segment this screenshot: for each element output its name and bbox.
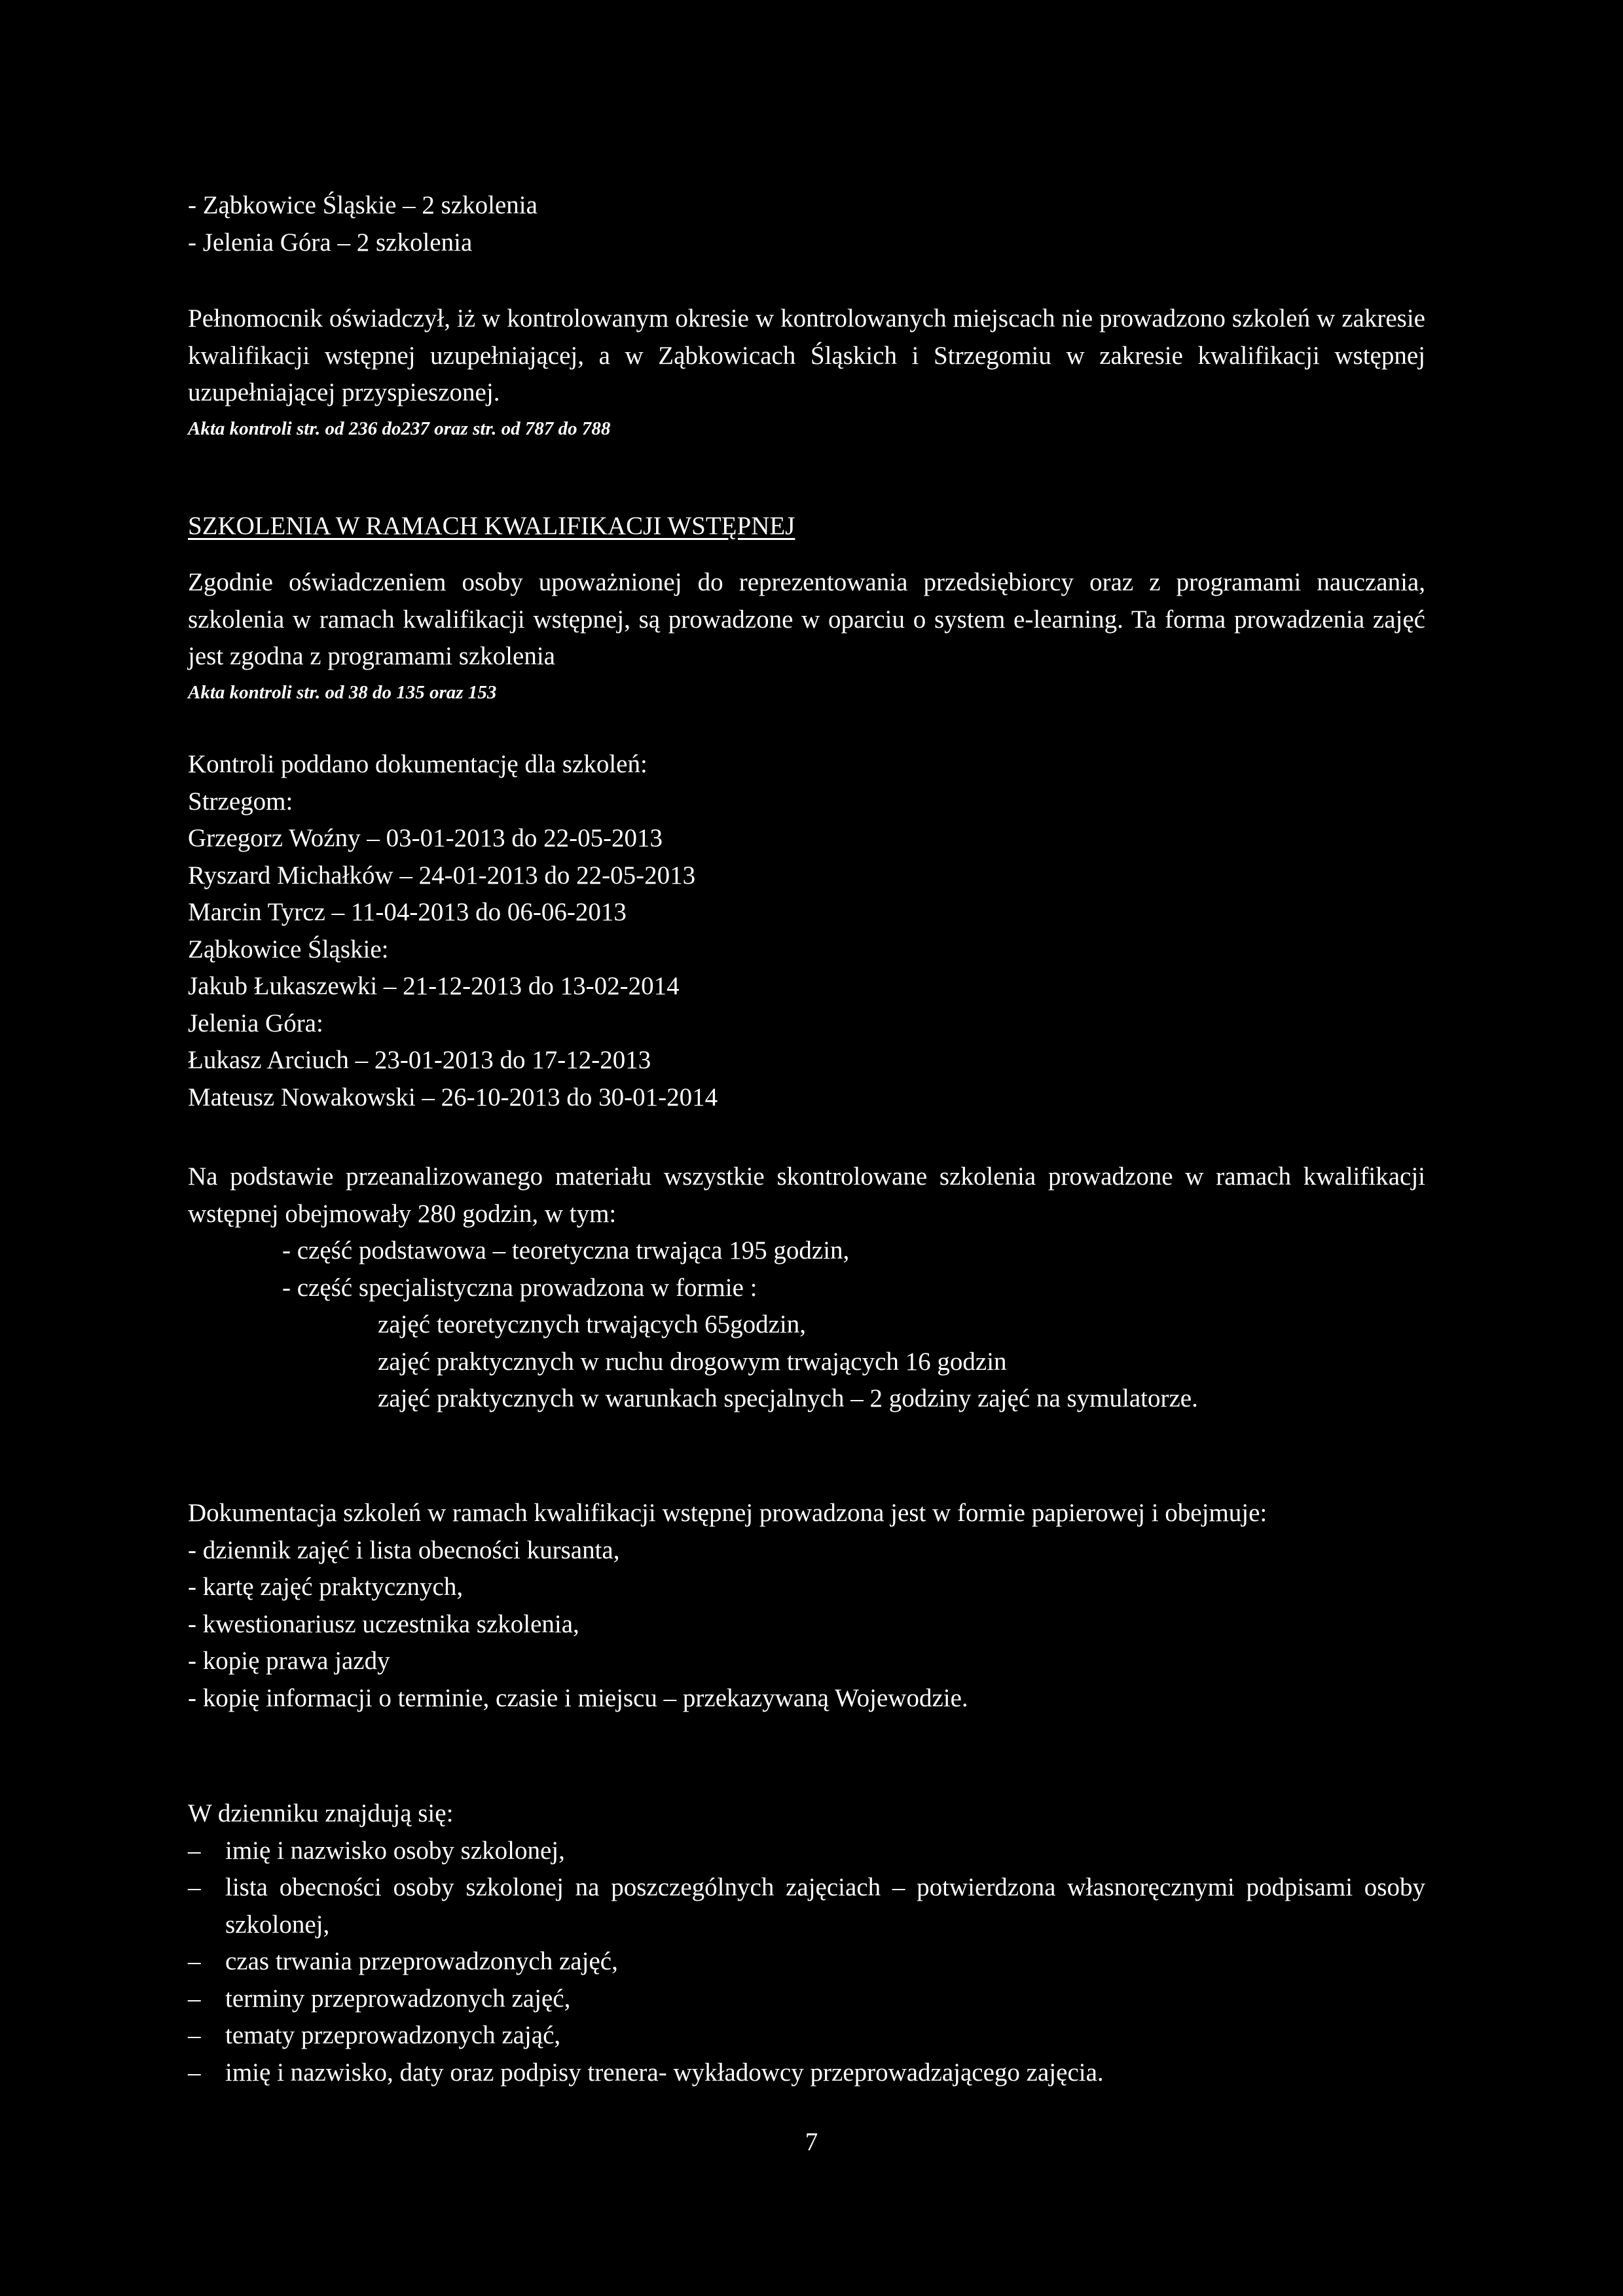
documentation-item: - kopię informacji o terminie, czasie i miejscu – przekazywaną Wojewodzie.	[188, 1683, 968, 1712]
dash-bullet: –	[188, 1984, 201, 2013]
journal-item	[188, 1869, 1425, 1943]
page-number: 7	[805, 2128, 818, 2156]
analysis-subitem: zajęć praktycznych w ruchu drogowym trwających 16 godzin	[378, 1347, 1007, 1376]
paragraph-text: Zgodnie oświadczeniem osoby upoważnionej do reprezentowania przedsiębiorcy oraz z programami nauczania, szkolenia w ramach kwalifikacji wstępnej, są prowadzone w oparciu o system e-learning. Ta forma prowadzenia zajęć jest zgodna z programami szkolenia	[188, 568, 1425, 670]
control-line: Jelenia Góra:	[188, 1009, 323, 1037]
dash-bullet: –	[188, 1873, 201, 1901]
journal-item	[188, 1943, 1425, 1981]
analysis-item: - część specjalistyczna prowadzona w formie :	[282, 1273, 757, 1302]
journal-list	[188, 1833, 1425, 2092]
dash-bullet: –	[188, 1947, 201, 1975]
dash-bullet: –	[188, 2021, 201, 2049]
intro-list	[188, 187, 1425, 261]
paragraph-elearning	[188, 564, 1425, 709]
analysis-section	[188, 1158, 1425, 1418]
control-line: Grzegorz Woźny – 03-01-2013 do 22-05-2013	[188, 824, 663, 852]
paragraph-text: Pełnomocnik oświadczył, iż w kontrolowanym okresie w kontrolowanych miejscach nie prowadzono szkoleń w zakresie kwalifikacji wstępnej uzupełniającej, a w Ząbkowicach Śląskich i Strzegomiu w zakresie kwalifikacji wstępnej uzupełniającej przyspieszonej.	[188, 304, 1425, 406]
analysis-subitem: zajęć praktycznych w warunkach specjalnych – 2 godziny zajęć na symulatorze.	[378, 1384, 1198, 1412]
journal-item-text: lista obecności osoby szkolonej na poszczególnych zajęciach – potwierdzona własnoręcznymi podpisami osoby szkolonej,	[225, 1873, 1425, 1939]
journal-item-text: tematy przeprowadzonych zająć,	[225, 2021, 561, 2049]
journal-item-text: terminy przeprowadzonych zajęć,	[225, 1984, 571, 2013]
journal-item	[188, 1981, 1425, 2018]
journal-item	[188, 2017, 1425, 2054]
journal-item-text: czas trwania przeprowadzonych zajęć,	[225, 1947, 618, 1975]
section-heading-block	[188, 508, 1425, 545]
journal-item-text: imię i nazwisko, daty oraz podpisy trenera- wykładowcy przeprowadzającego zajęcia.	[225, 2058, 1104, 2087]
documentation-item: - dziennik zajęć i lista obecności kursanta,	[188, 1535, 620, 1564]
journal-item-text: imię i nazwisko osoby szkolonej,	[225, 1836, 565, 1865]
section-heading: SZKOLENIA W RAMACH KWALIFIKACJI WSTĘPNEJ	[188, 512, 795, 540]
control-line: Ryszard Michałków – 24-01-2013 do 22-05-2013	[188, 861, 696, 889]
documentation-text: Dokumentacja szkoleń w ramach kwalifikacji wstępnej prowadzona jest w formie papierowej i obejmuje:	[188, 1499, 1267, 1527]
file-reference: Akta kontroli str. od 38 do 135 oraz 153	[188, 681, 497, 703]
documentation-section	[188, 1495, 1425, 1717]
journal-item	[188, 2054, 1425, 2092]
control-line: Łukasz Arciuch – 23-01-2013 do 17-12-2013	[188, 1046, 651, 1074]
analysis-text: Na podstawie przeanalizowanego materiału wszystkie skontrolowane szkolenia prowadzone w ramach kwalifikacji wstępnej obejmowały 280 godzin, w tym:	[188, 1162, 1425, 1228]
dash-bullet: –	[188, 2058, 201, 2087]
intro-list-item: - Ząbkowice Śląskie – 2 szkolenia	[188, 191, 538, 219]
control-line: Strzegom:	[188, 787, 293, 816]
documentation-item: - kartę zajęć praktycznych,	[188, 1573, 464, 1601]
control-line: Mateusz Nowakowski – 26-10-2013 do 30-01-2014	[188, 1083, 718, 1111]
documentation-item: - kopię prawa jazdy	[188, 1647, 390, 1675]
journal-intro: W dzienniku znajdują się:	[188, 1799, 454, 1827]
analysis-subitem: zajęć teoretycznych trwających 65godzin,	[378, 1310, 806, 1338]
analysis-item: - część podstawowa – teoretyczna trwająca 195 godzin,	[282, 1236, 850, 1265]
control-line: Marcin Tyrcz – 11-04-2013 do 06-06-2013	[188, 898, 627, 926]
paragraph-declaration	[188, 300, 1425, 446]
intro-list-item: - Jelenia Góra – 2 szkolenia	[188, 228, 473, 257]
documentation-item: - kwestionariusz uczestnika szkolenia,	[188, 1609, 579, 1638]
journal-item	[188, 1833, 1425, 1870]
control-line: Kontroli poddano dokumentację dla szkoleń:	[188, 750, 647, 778]
file-reference: Akta kontroli str. od 236 do237 oraz str. od 787 do 788	[188, 418, 611, 439]
control-line: Ząbkowice Śląskie:	[188, 935, 389, 963]
controlled-trainings	[188, 746, 1425, 1116]
journal-section	[188, 1795, 1425, 2091]
dash-bullet: –	[188, 1836, 201, 1865]
control-line: Jakub Łukaszewki – 21-12-2013 do 13-02-2014	[188, 972, 680, 1000]
